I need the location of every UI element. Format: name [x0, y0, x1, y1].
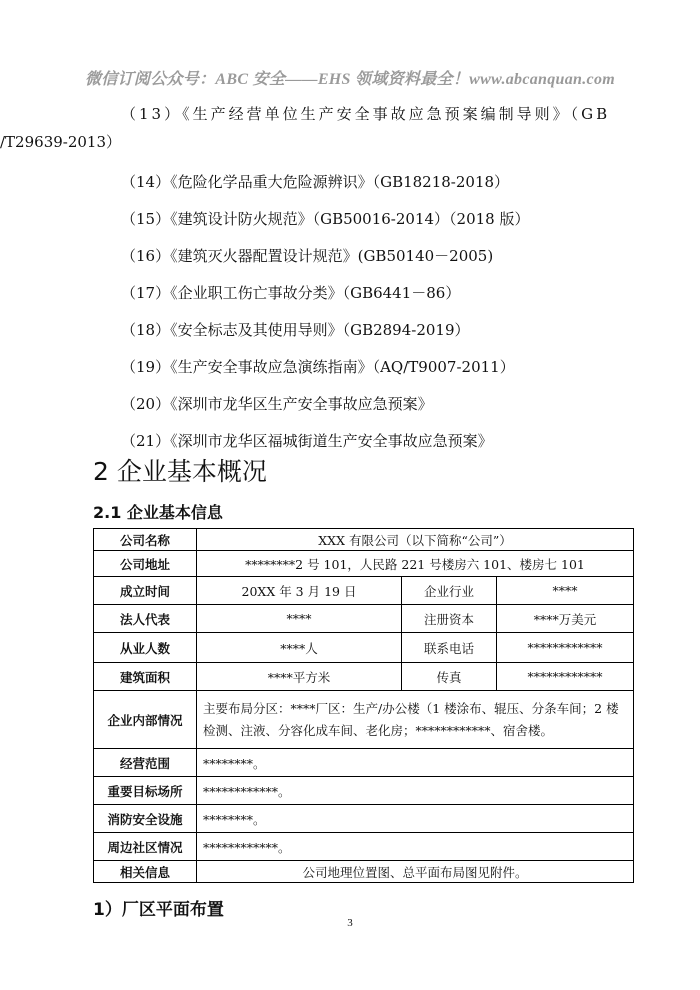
capital-value: ****万美元: [497, 605, 634, 633]
table-row: [94, 861, 634, 883]
area-label: 建筑面积: [94, 663, 197, 691]
company-name-value: XXX 有限公司（以下简称“公司”）: [197, 529, 634, 551]
internal-label: 企业内部情况: [94, 691, 197, 749]
table-row: [94, 529, 634, 551]
community-value: ************。: [197, 833, 634, 861]
related-value: 公司地理位置图、总平面布局图见附件。: [197, 861, 634, 883]
page-number: 3: [347, 917, 353, 929]
reference-item-21: （21）《深圳市龙华区福城街道生产安全事故应急预案》: [121, 432, 493, 450]
area-value: ****平方米: [197, 663, 402, 691]
company-info-table: [93, 528, 634, 883]
subsection-heading: 2.1 企业基本信息: [93, 503, 223, 522]
phone-value: ************: [497, 633, 634, 663]
community-label: 周边社区情况: [94, 833, 197, 861]
fire-value: ********。: [197, 805, 634, 833]
phone-label: 联系电话: [402, 633, 497, 663]
reference-item-18: （18）《安全标志及其使用导则》（GB2894-2019）: [121, 321, 470, 339]
internal-value: 主要布局分区：****厂区：生产/办公楼（1 楼涂布、辊压、分条车间；2 楼检测、注液、分容化成车间、老化房；************、宿舍楼。: [197, 691, 634, 749]
founded-label: 成立时间: [94, 577, 197, 605]
related-label: 相关信息: [94, 861, 197, 883]
table-row: [94, 577, 634, 605]
table-row: [94, 777, 634, 805]
table-row: [94, 691, 634, 749]
scope-value: ********。: [197, 749, 634, 777]
scope-label: 经营范围: [94, 749, 197, 777]
employees-value: ****人: [197, 633, 402, 663]
plant-layout-heading: 1）厂区平面布置: [93, 900, 224, 920]
table-row: [94, 551, 634, 577]
employees-label: 从业人数: [94, 633, 197, 663]
address-value: ********2 号 101，人民路 221 号楼房六 101、楼房七 101: [197, 551, 634, 577]
reference-item-15: （15）《建筑设计防火规范》（GB50016-2014）（2018 版）: [121, 210, 530, 228]
reference-item-20: （20）《深圳市龙华区生产安全事故应急预案》: [121, 395, 433, 413]
table-row: [94, 749, 634, 777]
watermark: 微信订阅公众号：ABC 安全——EHS 领域资料最全！www.abcanquan.com: [85, 71, 615, 88]
address-label: 公司地址: [94, 551, 197, 577]
table-row: [94, 833, 634, 861]
reference-item-16: （16）《建筑灭火器配置设计规范》(GB50140－2005): [121, 247, 494, 265]
company-name-label: 公司名称: [94, 529, 197, 551]
reference-item-13: （13）《生产经营单位生产安全事故应急预案编制导则》（GB: [121, 105, 611, 123]
reference-list: [0, 96, 633, 460]
reference-item-13-continuation: /T29639-2013）: [0, 133, 122, 151]
targets-value: ************。: [197, 777, 634, 805]
table-row: [94, 805, 634, 833]
legal-rep-value: ****: [197, 605, 402, 633]
section-heading: 2 企业基本概况: [93, 457, 267, 486]
founded-value: 20XX 年 3 月 19 日: [197, 577, 402, 605]
industry-label: 企业行业: [402, 577, 497, 605]
reference-item-14: （14）《危险化学品重大危险源辨识》（GB18218-2018）: [121, 173, 510, 191]
legal-rep-label: 法人代表: [94, 605, 197, 633]
fax-label: 传真: [402, 663, 497, 691]
capital-label: 注册资本: [402, 605, 497, 633]
table-row: [94, 605, 634, 633]
reference-item-19: （19）《生产安全事故应急演练指南》（AQ/T9007-2011）: [121, 358, 515, 376]
fax-value: ************: [497, 663, 634, 691]
reference-item-17: （17）《企业职工伤亡事故分类》（GB6441－86）: [121, 284, 461, 302]
fire-label: 消防安全设施: [94, 805, 197, 833]
industry-value: ****: [497, 577, 634, 605]
table-row: [94, 633, 634, 663]
targets-label: 重要目标场所: [94, 777, 197, 805]
table-row: [94, 663, 634, 691]
